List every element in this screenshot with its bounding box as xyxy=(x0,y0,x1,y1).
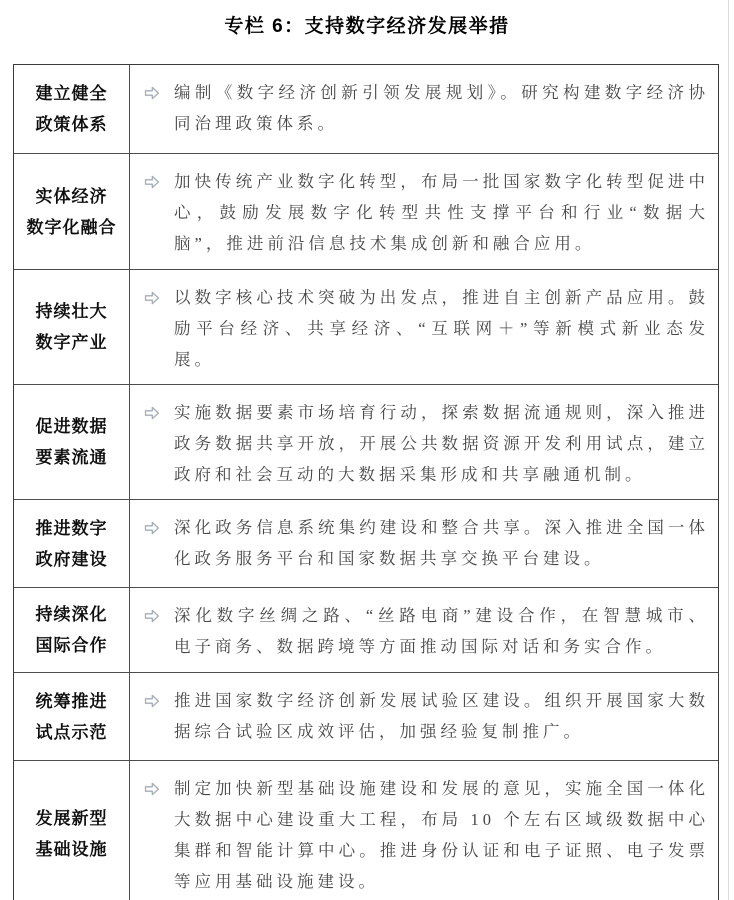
category-cell xyxy=(14,588,130,672)
category-line: 统筹推进 xyxy=(35,691,108,711)
table-row xyxy=(14,384,718,499)
category-line: 试点示范 xyxy=(35,722,108,742)
measures-table xyxy=(13,64,719,900)
measure-cell xyxy=(130,270,718,384)
arrow-right-icon xyxy=(144,694,161,708)
measure-cell xyxy=(130,500,718,587)
measure-text: 深化数字丝绸之路、“丝路电商”建设合作，在智慧城市、电子商务、数据跨境等方面推动国际对话和务实合作。 xyxy=(174,606,709,656)
page-title: 专栏 6：支持数字经济发展举措 xyxy=(224,16,510,37)
measure-cell xyxy=(130,65,718,153)
table-row xyxy=(14,65,718,153)
table-row xyxy=(14,587,718,672)
category-line: 持续壮大 xyxy=(35,302,108,321)
category-line: 政策体系 xyxy=(35,115,108,134)
category-cell xyxy=(14,154,130,269)
measure-text: 深化政务信息系统集约建设和整合共享。深入推进全国一体化政务服务平台和国家数据共享交换平台建设。 xyxy=(174,518,709,568)
arrow-right-icon xyxy=(144,406,161,420)
table-row xyxy=(14,269,718,384)
category-line: 国际合作 xyxy=(35,636,108,655)
measure-cell xyxy=(130,385,718,499)
page-edge-line xyxy=(728,0,729,900)
measure-cell xyxy=(130,673,718,760)
table-row xyxy=(14,760,718,900)
measure-text: 实施数据要素市场培育行动，探索数据流通规则，深入推进政务数据共享开放，开展公共数据资源开发利用试点，建立政府和社会互动的大数据采集形成和共享融通机制。 xyxy=(174,403,709,484)
category-line: 推进数字 xyxy=(35,518,108,538)
category-cell xyxy=(14,673,130,760)
measure-cell xyxy=(130,588,718,672)
measure-cell xyxy=(130,154,718,269)
measure-text: 制定加快新型基础设施建设和发展的意见，实施全国一体化大数据中心建设重大工程，布局 10 个左右区域级数据中心集群和智能计算中心。推进身份认证和电子证照、电子发票等应用基础设施建设。 xyxy=(174,779,709,891)
arrow-right-icon xyxy=(144,521,161,535)
arrow-right-icon xyxy=(144,609,161,623)
category-line: 促进数据 xyxy=(35,417,108,436)
category-line: 发展新型 xyxy=(35,808,108,828)
category-cell xyxy=(14,385,130,499)
arrow-right-icon xyxy=(144,86,161,100)
table-row xyxy=(14,153,718,269)
category-line: 数字产业 xyxy=(35,333,108,352)
category-line: 数字化融合 xyxy=(26,217,117,237)
category-line: 政府建设 xyxy=(35,549,108,569)
measure-text: 编制《数字经济创新引领发展规划》。研究构建数字经济协同治理政策体系。 xyxy=(174,83,709,133)
measure-text: 推进国家数字经济创新发展试验区建设。组织开展国家大数据综合试验区成效评估，加强经验复制推广。 xyxy=(174,691,709,741)
measure-cell xyxy=(130,761,718,900)
category-cell xyxy=(14,65,130,153)
arrow-right-icon xyxy=(144,291,161,305)
arrow-right-icon xyxy=(144,782,161,796)
category-line: 建立健全 xyxy=(35,84,108,103)
measure-text: 加快传统产业数字化转型，布局一批国家数字化转型促进中心，鼓励发展数字化转型共性支撑平台和行业“数据大脑”，推进前沿信息技术集成创新和融合应用。 xyxy=(174,172,709,253)
category-line: 基础设施 xyxy=(35,839,108,859)
category-cell xyxy=(14,500,130,587)
category-cell xyxy=(14,270,130,384)
category-line: 持续深化 xyxy=(35,605,108,624)
category-line: 实体经济 xyxy=(35,186,108,206)
category-line: 要素流通 xyxy=(35,448,108,467)
measure-text: 以数字核心技术突破为出发点，推进自主创新产品应用。鼓励平台经济、共享经济、“互联网＋”等新模式新业态发展。 xyxy=(174,288,709,369)
table-row xyxy=(14,499,718,587)
arrow-right-icon xyxy=(144,175,161,189)
category-cell xyxy=(14,761,130,900)
table-row xyxy=(14,672,718,760)
